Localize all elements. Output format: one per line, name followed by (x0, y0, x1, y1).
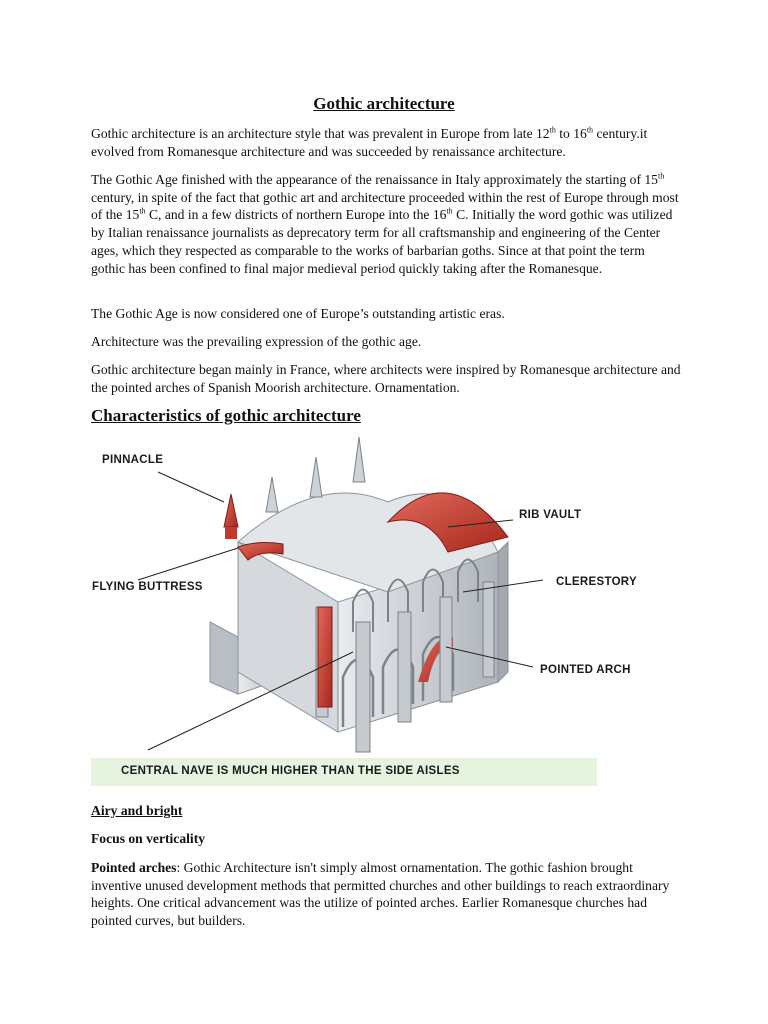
label-clerestory: CLERESTORY (556, 576, 637, 588)
bold-term: Pointed arches (91, 860, 177, 875)
superscript: th (139, 206, 146, 216)
text-run: century, in spite of the fact that gothic art and architecture proceeded within the rest of Europe through most of the 15 (91, 189, 679, 223)
superscript: th (549, 125, 556, 135)
label-pinnacle: PINNACLE (102, 454, 164, 466)
label-pointed-arch: POINTED ARCH (540, 664, 631, 676)
subheading-airy: Airy and bright (91, 803, 183, 818)
red-pier (318, 607, 332, 707)
cathedral-illustration (88, 432, 668, 762)
text-run: Gothic architecture is an architecture style that was prevalent in Europe from late 12 (91, 126, 550, 141)
subheading-focus: Focus on verticality (91, 831, 206, 846)
paragraph-intro (91, 125, 681, 160)
paragraph-architecture: Architecture was the prevailing expression of the gothic age. (91, 334, 422, 349)
paragraph-france: Gothic architecture began mainly in France, where architects were inspired by Romanesque architecture and the pointed arches of Spanish Moorish architecture. Ornamentation. (91, 362, 681, 395)
text-run: century.it evolved from Romanesque architecture and was succeeded by renaissance architecture. (91, 126, 648, 159)
paragraph-gothic-age (91, 171, 681, 277)
page-title: Gothic architecture (313, 94, 455, 113)
cathedral-diagram (88, 432, 668, 792)
text-run: : Gothic Architecture isn't simply almost ornamentation. The gothic fashion brought inventive unused development methods that permitted churches and other buildings to reach extraordinary heights. One critical advancement was the utilize of pointed arches. Earlier Romanesque churches had pointed curves, but builders. (91, 860, 670, 929)
text-run: The Gothic Age finished with the appearance of the renaissance in Italy approximately the starting of 15 (91, 172, 658, 187)
superscript: th (446, 206, 453, 216)
superscript: th (657, 171, 665, 181)
text-run: to 16 (555, 126, 587, 141)
paragraph-artistic-eras: The Gothic Age is now considered one of Europe’s outstanding artistic eras. (91, 306, 505, 321)
figure-caption: CENTRAL NAVE IS MUCH HIGHER THAN THE SIDE AISLES (121, 765, 460, 777)
text-run: C, and in a few districts of northern Europe into the 16 (145, 207, 447, 223)
paragraph-pointed-arches (91, 859, 681, 930)
label-rib-vault: RIB VAULT (519, 509, 582, 521)
pinnacle-red (224, 494, 238, 527)
label-flying-buttress: FLYING BUTTRESS (92, 581, 203, 593)
text-run: C. Initially the word gothic was utilized by Italian renaissance journalists as deprecatory term for all craftsmanship and engineering of the Center ages, which they respected as comparable to the works of barbarian goths. Since at that point the term gothic has been confined to final major medieval period quickly taking after the Romanesque. (91, 207, 673, 276)
superscript: th (586, 125, 594, 135)
pinnacle-base (225, 527, 237, 539)
section-heading: Characteristics of gothic architecture (91, 406, 361, 425)
figure-caption-band (91, 758, 597, 786)
